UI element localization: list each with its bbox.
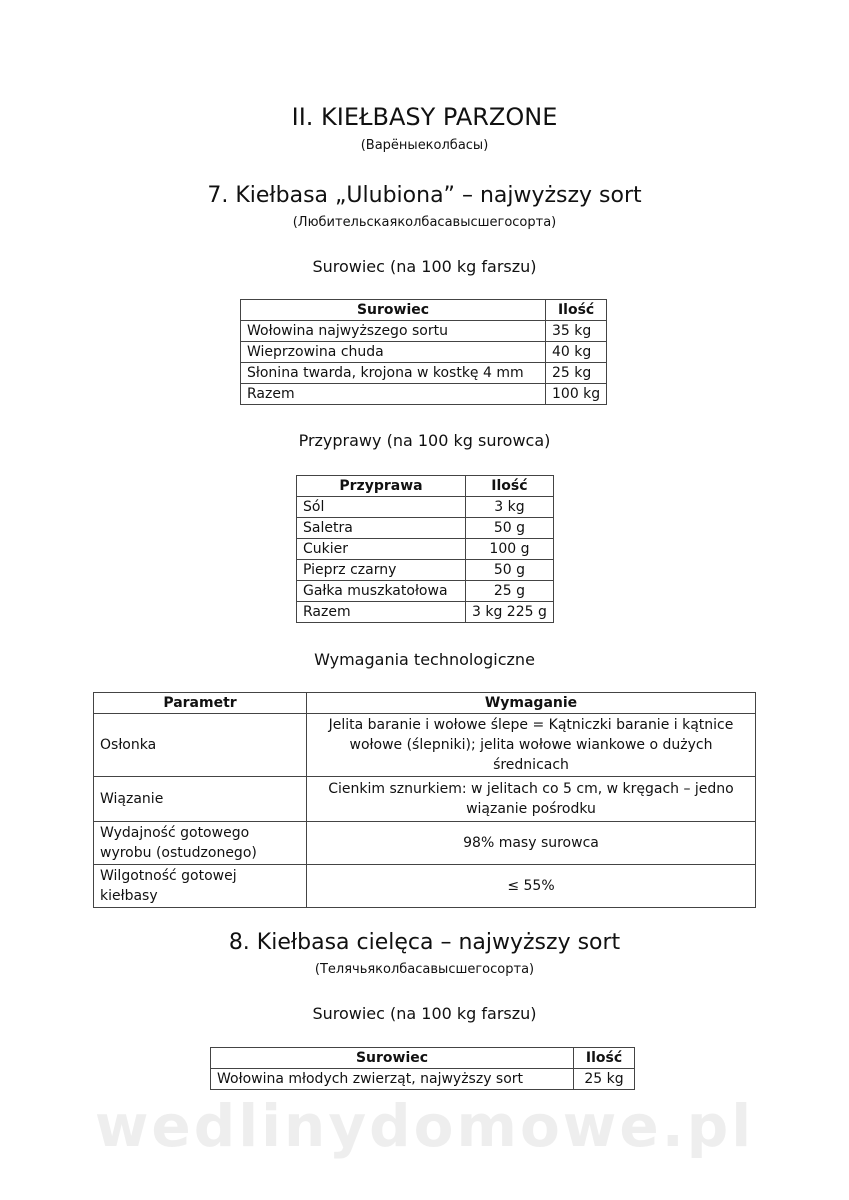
- item8-raw-heading: Surowiec (na 100 kg farszu): [312, 1004, 537, 1023]
- table-cell: Osłonka: [94, 714, 307, 777]
- table-cell: Pieprz czarny: [297, 560, 466, 581]
- table-row: [297, 581, 554, 602]
- column-header: Surowiec: [241, 300, 546, 321]
- table-row: [241, 363, 607, 384]
- column-header: Parametr: [94, 693, 307, 714]
- table-row: [94, 865, 756, 908]
- table-cell: Cukier: [297, 539, 466, 560]
- table-cell: Sól: [297, 497, 466, 518]
- table-cell: 3 kg 225 g: [466, 602, 554, 623]
- table-cell: Gałka muszkatołowa: [297, 581, 466, 602]
- item7-spice-table: [296, 475, 554, 623]
- table-row: [297, 560, 554, 581]
- table-cell: 25 g: [466, 581, 554, 602]
- table-cell: 25 kg: [574, 1069, 635, 1090]
- table-row: [94, 822, 756, 865]
- table-cell: Słonina twarda, krojona w kostkę 4 mm: [241, 363, 546, 384]
- item7-raw-table: [240, 299, 607, 405]
- table-cell: Razem: [241, 384, 546, 405]
- table-cell: Wieprzowina chuda: [241, 342, 546, 363]
- item7-raw-heading: Surowiec (na 100 kg farszu): [312, 257, 537, 276]
- table-row: [241, 321, 607, 342]
- column-header: Surowiec: [211, 1048, 574, 1069]
- table-row: [297, 497, 554, 518]
- table-cell: 50 g: [466, 518, 554, 539]
- table-row: [211, 1069, 635, 1090]
- table-cell: Wołowina najwyższego sortu: [241, 321, 546, 342]
- item8-raw-table: [210, 1047, 635, 1090]
- item8-title: 8. Kiełbasa cielęca – najwyższy sort: [228, 930, 621, 955]
- table-row: [94, 714, 756, 777]
- item7-title: 7. Kiełbasa „Ulubiona” – najwyższy sort: [207, 183, 642, 208]
- item7-spice-heading: Przyprawy (na 100 kg surowca): [298, 431, 551, 450]
- table-cell: Wiązanie: [94, 777, 307, 822]
- table-cell: Cienkim sznurkiem: w jelitach co 5 cm, w kręgach – jedno wiązanie pośrodku: [307, 777, 756, 822]
- table-row: [94, 777, 756, 822]
- table-cell: 98% masy surowca: [307, 822, 756, 865]
- table-cell: Wilgotność gotowej kiełbasy: [94, 865, 307, 908]
- table-cell: 50 g: [466, 560, 554, 581]
- table-cell: 3 kg: [466, 497, 554, 518]
- watermark: wedlinydomowe.pl: [94, 1092, 755, 1160]
- item8-subtitle: (Телячьяколбасавысшегосорта): [314, 962, 535, 977]
- table-cell: 100 kg: [546, 384, 607, 405]
- table-cell: Razem: [297, 602, 466, 623]
- table-row: [297, 602, 554, 623]
- column-header: Ilość: [546, 300, 607, 321]
- table-cell: Wydajność gotowego wyrobu (ostudzonego): [94, 822, 307, 865]
- section-title: II. KIEŁBASY PARZONE: [291, 103, 558, 131]
- table-row: [297, 539, 554, 560]
- table-cell: Jelita baranie i wołowe ślepe = Kątniczki baranie i kątnice wołowe (ślepniki); jelita wołowe wiankowe o dużych średnicach: [307, 714, 756, 777]
- table-row: [241, 384, 607, 405]
- column-header: Przyprawa: [297, 476, 466, 497]
- table-cell: 40 kg: [546, 342, 607, 363]
- table-cell: 35 kg: [546, 321, 607, 342]
- table-row: [297, 518, 554, 539]
- table-row: [241, 342, 607, 363]
- item7-tech-table: [93, 692, 756, 908]
- section-subtitle: (Варёныеколбасы): [360, 138, 489, 153]
- table-cell: Saletra: [297, 518, 466, 539]
- table-cell: Wołowina młodych zwierząt, najwyższy sort: [211, 1069, 574, 1090]
- column-header: Ilość: [574, 1048, 635, 1069]
- table-cell: ≤ 55%: [307, 865, 756, 908]
- item7-subtitle: (Любительскаяколбасавысшегосорта): [292, 215, 557, 230]
- column-header: Ilość: [466, 476, 554, 497]
- table-cell: 100 g: [466, 539, 554, 560]
- column-header: Wymaganie: [307, 693, 756, 714]
- item7-tech-heading: Wymagania technologiczne: [314, 650, 535, 669]
- table-cell: 25 kg: [546, 363, 607, 384]
